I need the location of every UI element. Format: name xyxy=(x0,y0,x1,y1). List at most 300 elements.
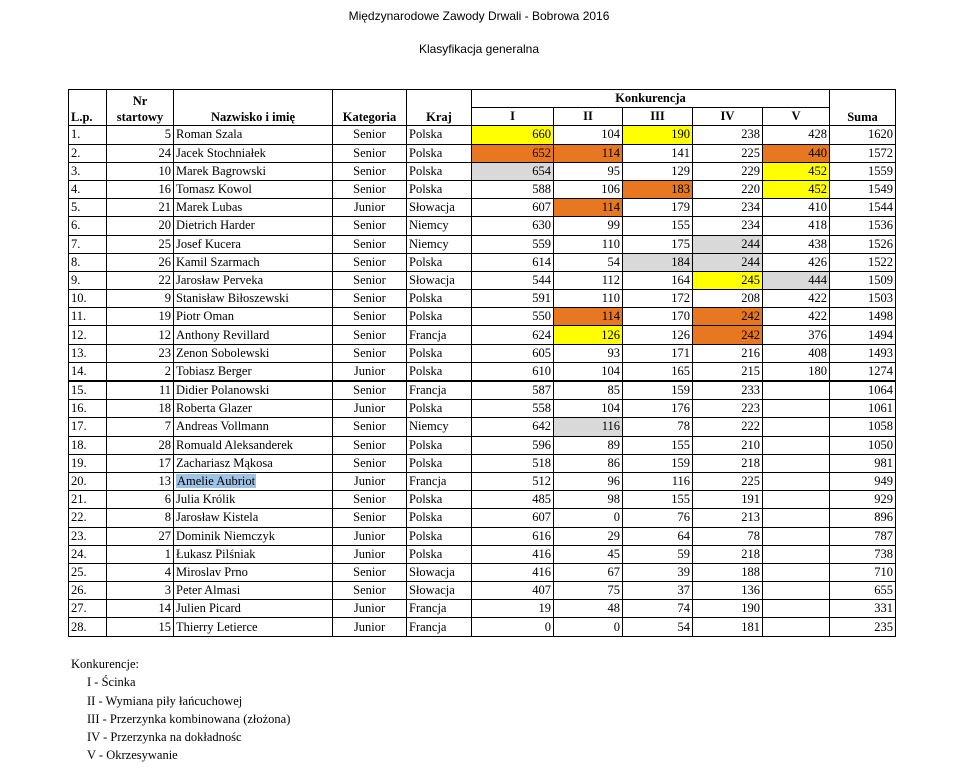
start-number-cell: 23 xyxy=(107,344,174,362)
table-row xyxy=(69,290,896,308)
table-row xyxy=(69,545,896,563)
lp-cell: 26. xyxy=(69,582,107,600)
start-number-cell: 27 xyxy=(107,527,174,545)
sum-cell: 235 xyxy=(830,618,896,636)
category-cell: Junior xyxy=(333,600,407,618)
competition-1-cell: 0 xyxy=(472,618,554,636)
competition-5-cell: 440 xyxy=(763,144,830,162)
competition-2-cell: 126 xyxy=(554,326,623,344)
competition-1-cell: 416 xyxy=(472,545,554,563)
table-row xyxy=(69,563,896,581)
sum-cell: 1526 xyxy=(830,235,896,253)
competition-3-cell: 164 xyxy=(623,271,693,289)
name-cell: Dietrich Harder xyxy=(174,217,333,235)
lp-cell: 21. xyxy=(69,491,107,509)
lp-cell: 17. xyxy=(69,418,107,436)
lp-cell: 25. xyxy=(69,563,107,581)
start-number-cell: 8 xyxy=(107,509,174,527)
competition-3-cell: 129 xyxy=(623,162,693,180)
competition-1-cell: 607 xyxy=(472,509,554,527)
competition-3-cell: 78 xyxy=(623,418,693,436)
start-number-cell: 10 xyxy=(107,162,174,180)
results-body xyxy=(69,126,896,636)
name-cell: Marek Bagrowski xyxy=(174,162,333,180)
country-cell: Polska xyxy=(407,180,472,198)
category-cell: Senior xyxy=(333,217,407,235)
country-cell: Niemcy xyxy=(407,235,472,253)
competition-1-cell: 660 xyxy=(472,126,554,144)
sum-cell: 655 xyxy=(830,582,896,600)
header-name: Nazwisko i imię xyxy=(174,90,333,126)
category-cell: Senior xyxy=(333,509,407,527)
table-row xyxy=(69,253,896,271)
competition-1-cell: 607 xyxy=(472,199,554,217)
table-row xyxy=(69,235,896,253)
competition-2-cell: 29 xyxy=(554,527,623,545)
competition-2-cell: 75 xyxy=(554,582,623,600)
country-cell: Francja xyxy=(407,381,472,400)
legend-title: Konkurencje: xyxy=(71,657,140,671)
name-cell: Didier Polanowski xyxy=(174,381,333,400)
competition-4-cell: 136 xyxy=(693,582,763,600)
table-row xyxy=(69,144,896,162)
start-number-cell: 6 xyxy=(107,491,174,509)
table-row xyxy=(69,436,896,454)
lp-cell: 3. xyxy=(69,162,107,180)
table-row xyxy=(69,472,896,490)
name-cell xyxy=(174,472,333,490)
sum-cell: 1064 xyxy=(830,381,896,400)
category-cell: Senior xyxy=(333,326,407,344)
competition-1-cell: 591 xyxy=(472,290,554,308)
competition-4-cell: 244 xyxy=(693,253,763,271)
competition-2-cell: 93 xyxy=(554,344,623,362)
competition-4-cell: 190 xyxy=(693,600,763,618)
header-category: Kategoria xyxy=(333,90,407,126)
lp-cell: 23. xyxy=(69,527,107,545)
selected-name-text[interactable]: Amelie Aubriot xyxy=(177,474,256,489)
competition-1-cell: 605 xyxy=(472,344,554,362)
competition-2-cell: 48 xyxy=(554,600,623,618)
competition-5-cell xyxy=(763,527,830,545)
competition-4-cell: 218 xyxy=(693,454,763,472)
country-cell: Słowacja xyxy=(407,582,472,600)
competition-1-cell: 642 xyxy=(472,418,554,436)
category-cell: Junior xyxy=(333,545,407,563)
competition-1-cell: 588 xyxy=(472,180,554,198)
category-cell: Senior xyxy=(333,454,407,472)
country-cell: Polska xyxy=(407,162,472,180)
competition-1-cell: 485 xyxy=(472,491,554,509)
start-number-cell: 24 xyxy=(107,144,174,162)
competition-3-cell: 155 xyxy=(623,217,693,235)
competition-3-cell: 155 xyxy=(623,436,693,454)
competition-3-cell: 170 xyxy=(623,308,693,326)
competition-2-cell: 67 xyxy=(554,563,623,581)
competition-4-cell: 244 xyxy=(693,235,763,253)
competition-2-cell: 45 xyxy=(554,545,623,563)
table-row xyxy=(69,418,896,436)
lp-cell: 24. xyxy=(69,545,107,563)
start-number-cell: 22 xyxy=(107,271,174,289)
country-cell: Polska xyxy=(407,144,472,162)
competition-5-cell: 418 xyxy=(763,217,830,235)
competition-5-cell: 444 xyxy=(763,271,830,289)
name-cell: Łukasz Pilśniak xyxy=(174,545,333,563)
sum-cell: 1536 xyxy=(830,217,896,235)
lp-cell: 6. xyxy=(69,217,107,235)
name-cell: Tomasz Kowol xyxy=(174,180,333,198)
start-number-cell: 14 xyxy=(107,600,174,618)
header-competition-3: III xyxy=(623,108,693,126)
sum-cell: 1498 xyxy=(830,308,896,326)
sum-cell: 1522 xyxy=(830,253,896,271)
legend-item: III - Przerzynka kombinowana (złożona) xyxy=(87,711,291,726)
competition-4-cell: 225 xyxy=(693,144,763,162)
sum-cell: 787 xyxy=(830,527,896,545)
country-cell: Polska xyxy=(407,308,472,326)
competition-5-cell: 452 xyxy=(763,180,830,198)
start-number-cell: 17 xyxy=(107,454,174,472)
competition-1-cell: 624 xyxy=(472,326,554,344)
competition-2-cell: 104 xyxy=(554,362,623,381)
start-number-cell: 7 xyxy=(107,418,174,436)
competition-4-cell: 220 xyxy=(693,180,763,198)
competition-5-cell: 410 xyxy=(763,199,830,217)
document-title: Międzynarodowe Zawody Drwali - Bobrowa 2016 xyxy=(348,9,610,23)
sum-cell: 331 xyxy=(830,600,896,618)
sum-cell: 1620 xyxy=(830,126,896,144)
competition-4-cell: 242 xyxy=(693,326,763,344)
table-row xyxy=(69,509,896,527)
competition-3-cell: 176 xyxy=(623,400,693,418)
competition-1-cell: 407 xyxy=(472,582,554,600)
competition-2-cell: 0 xyxy=(554,618,623,636)
table-row xyxy=(69,344,896,362)
competition-3-cell: 175 xyxy=(623,235,693,253)
start-number-cell: 26 xyxy=(107,253,174,271)
lp-cell: 11. xyxy=(69,308,107,326)
start-number-cell: 4 xyxy=(107,563,174,581)
start-number-cell: 2 xyxy=(107,362,174,381)
competition-5-cell: 376 xyxy=(763,326,830,344)
sum-cell: 1559 xyxy=(830,162,896,180)
sum-cell: 1549 xyxy=(830,180,896,198)
legend-item: I - Ścinka xyxy=(87,675,136,690)
competition-2-cell: 110 xyxy=(554,290,623,308)
start-number-cell: 9 xyxy=(107,290,174,308)
country-cell: Słowacja xyxy=(407,271,472,289)
competition-4-cell: 213 xyxy=(693,509,763,527)
competition-3-cell: 39 xyxy=(623,563,693,581)
name-cell: Romuald Aleksanderek xyxy=(174,436,333,454)
competition-3-cell: 59 xyxy=(623,545,693,563)
name-cell: Jacek Stochniałek xyxy=(174,144,333,162)
lp-cell: 16. xyxy=(69,400,107,418)
sum-cell: 710 xyxy=(830,563,896,581)
start-number-cell: 1 xyxy=(107,545,174,563)
competition-5-cell: 438 xyxy=(763,235,830,253)
competition-5-cell: 422 xyxy=(763,308,830,326)
category-cell: Senior xyxy=(333,344,407,362)
competition-4-cell: 215 xyxy=(693,362,763,381)
name-cell: Julien Picard xyxy=(174,600,333,618)
legend-item: V - Okrzesywanie xyxy=(87,748,178,763)
sum-cell: 1572 xyxy=(830,144,896,162)
competition-2-cell: 114 xyxy=(554,308,623,326)
competition-2-cell: 114 xyxy=(554,144,623,162)
country-cell: Polska xyxy=(407,126,472,144)
sum-cell: 1274 xyxy=(830,362,896,381)
category-cell: Junior xyxy=(333,618,407,636)
name-cell: Tobiasz Berger xyxy=(174,362,333,381)
start-number-cell: 16 xyxy=(107,180,174,198)
competition-4-cell: 216 xyxy=(693,344,763,362)
category-cell: Senior xyxy=(333,290,407,308)
start-number-cell: 5 xyxy=(107,126,174,144)
competition-1-cell: 596 xyxy=(472,436,554,454)
table-row xyxy=(69,271,896,289)
competition-4-cell: 234 xyxy=(693,199,763,217)
competition-5-cell xyxy=(763,381,830,400)
lp-cell: 14. xyxy=(69,362,107,381)
category-cell: Senior xyxy=(333,436,407,454)
competition-1-cell: 416 xyxy=(472,563,554,581)
competition-1-cell: 610 xyxy=(472,362,554,381)
name-cell: Julia Królik xyxy=(174,491,333,509)
competition-3-cell: 116 xyxy=(623,472,693,490)
competition-3-cell: 179 xyxy=(623,199,693,217)
table-row xyxy=(69,400,896,418)
competition-3-cell: 54 xyxy=(623,618,693,636)
table-row xyxy=(69,527,896,545)
name-cell: Roberta Glazer xyxy=(174,400,333,418)
name-cell: Zachariasz Mąkosa xyxy=(174,454,333,472)
table-row xyxy=(69,491,896,509)
competition-2-cell: 110 xyxy=(554,235,623,253)
results-table xyxy=(68,89,896,637)
competition-3-cell: 183 xyxy=(623,180,693,198)
name-cell: Anthony Revillard xyxy=(174,326,333,344)
table-row xyxy=(69,199,896,217)
sum-cell: 1503 xyxy=(830,290,896,308)
table-row xyxy=(69,180,896,198)
competition-4-cell: 245 xyxy=(693,271,763,289)
competition-3-cell: 141 xyxy=(623,144,693,162)
competition-1-cell: 616 xyxy=(472,527,554,545)
competition-1-cell: 587 xyxy=(472,381,554,400)
category-cell: Senior xyxy=(333,418,407,436)
competition-1-cell: 652 xyxy=(472,144,554,162)
competition-2-cell: 96 xyxy=(554,472,623,490)
table-row xyxy=(69,362,896,381)
sum-cell: 981 xyxy=(830,454,896,472)
competition-5-cell xyxy=(763,454,830,472)
country-cell: Polska xyxy=(407,344,472,362)
sum-cell: 1494 xyxy=(830,326,896,344)
competition-5-cell xyxy=(763,509,830,527)
name-cell: Jarosław Kistela xyxy=(174,509,333,527)
competition-5-cell: 180 xyxy=(763,362,830,381)
competition-4-cell: 208 xyxy=(693,290,763,308)
category-cell: Junior xyxy=(333,199,407,217)
competition-2-cell: 89 xyxy=(554,436,623,454)
competition-3-cell: 171 xyxy=(623,344,693,362)
competition-4-cell: 191 xyxy=(693,491,763,509)
country-cell: Niemcy xyxy=(407,418,472,436)
name-cell: Jarosław Perveka xyxy=(174,271,333,289)
category-cell: Senior xyxy=(333,491,407,509)
category-cell: Senior xyxy=(333,235,407,253)
competition-2-cell: 104 xyxy=(554,126,623,144)
sum-cell: 1509 xyxy=(830,271,896,289)
country-cell: Francja xyxy=(407,618,472,636)
country-cell: Francja xyxy=(407,472,472,490)
competition-3-cell: 165 xyxy=(623,362,693,381)
country-cell: Słowacja xyxy=(407,563,472,581)
header-sum: Suma xyxy=(830,90,896,126)
start-number-cell: 13 xyxy=(107,472,174,490)
competition-4-cell: 234 xyxy=(693,217,763,235)
country-cell: Polska xyxy=(407,454,472,472)
legend-item: IV - Przerzynka na dokładnośc xyxy=(87,730,242,745)
lp-cell: 27. xyxy=(69,600,107,618)
competition-2-cell: 86 xyxy=(554,454,623,472)
competition-5-cell: 452 xyxy=(763,162,830,180)
competition-1-cell: 19 xyxy=(472,600,554,618)
category-cell: Senior xyxy=(333,144,407,162)
competition-1-cell: 614 xyxy=(472,253,554,271)
competition-5-cell xyxy=(763,563,830,581)
table-row xyxy=(69,162,896,180)
competition-4-cell: 181 xyxy=(693,618,763,636)
lp-cell: 4. xyxy=(69,180,107,198)
competition-2-cell: 0 xyxy=(554,509,623,527)
header-competition-4: IV xyxy=(693,108,763,126)
lp-cell: 7. xyxy=(69,235,107,253)
competition-5-cell xyxy=(763,545,830,563)
competition-2-cell: 54 xyxy=(554,253,623,271)
competition-4-cell: 238 xyxy=(693,126,763,144)
sum-cell: 1493 xyxy=(830,344,896,362)
name-cell: Peter Almasi xyxy=(174,582,333,600)
lp-cell: 28. xyxy=(69,618,107,636)
competition-2-cell: 106 xyxy=(554,180,623,198)
header-competition-1: I xyxy=(472,108,554,126)
competition-4-cell: 218 xyxy=(693,545,763,563)
country-cell: Polska xyxy=(407,253,472,271)
competition-5-cell xyxy=(763,491,830,509)
sum-cell: 896 xyxy=(830,509,896,527)
category-cell: Senior xyxy=(333,271,407,289)
competition-3-cell: 37 xyxy=(623,582,693,600)
competition-1-cell: 550 xyxy=(472,308,554,326)
sum-cell: 1544 xyxy=(830,199,896,217)
lp-cell: 19. xyxy=(69,454,107,472)
competition-1-cell: 544 xyxy=(472,271,554,289)
header-start-number: Nr startowy xyxy=(107,90,174,126)
table-row xyxy=(69,126,896,144)
start-number-cell: 25 xyxy=(107,235,174,253)
competition-2-cell: 85 xyxy=(554,381,623,400)
document-subtitle: Klasyfikacja generalna xyxy=(418,42,540,56)
competition-3-cell: 159 xyxy=(623,381,693,400)
competition-1-cell: 654 xyxy=(472,162,554,180)
table-row xyxy=(69,326,896,344)
name-cell: Miroslav Prno xyxy=(174,563,333,581)
lp-cell: 18. xyxy=(69,436,107,454)
name-cell: Thierry Letierce xyxy=(174,618,333,636)
table-row xyxy=(69,618,896,636)
competition-4-cell: 188 xyxy=(693,563,763,581)
competition-1-cell: 559 xyxy=(472,235,554,253)
competitions-legend xyxy=(71,655,290,765)
header-competition-5: V xyxy=(763,108,830,126)
competition-2-cell: 116 xyxy=(554,418,623,436)
competition-3-cell: 172 xyxy=(623,290,693,308)
competition-4-cell: 233 xyxy=(693,381,763,400)
competition-2-cell: 104 xyxy=(554,400,623,418)
country-cell: Polska xyxy=(407,509,472,527)
lp-cell: 12. xyxy=(69,326,107,344)
competition-1-cell: 512 xyxy=(472,472,554,490)
competition-4-cell: 242 xyxy=(693,308,763,326)
lp-cell: 5. xyxy=(69,199,107,217)
start-number-cell: 3 xyxy=(107,582,174,600)
competition-4-cell: 222 xyxy=(693,418,763,436)
competition-3-cell: 159 xyxy=(623,454,693,472)
country-cell: Polska xyxy=(407,362,472,381)
sum-cell: 1061 xyxy=(830,400,896,418)
competition-3-cell: 76 xyxy=(623,509,693,527)
legend-item: II - Wymiana piły łańcuchowej xyxy=(87,693,243,708)
category-cell: Senior xyxy=(333,180,407,198)
category-cell: Junior xyxy=(333,472,407,490)
header-competitions: Konkurencja xyxy=(472,90,830,108)
competition-5-cell xyxy=(763,618,830,636)
name-cell: Marek Lubas xyxy=(174,199,333,217)
competition-5-cell xyxy=(763,436,830,454)
category-cell: Senior xyxy=(333,381,407,400)
category-cell: Senior xyxy=(333,126,407,144)
lp-cell: 9. xyxy=(69,271,107,289)
category-cell: Senior xyxy=(333,162,407,180)
sum-cell: 949 xyxy=(830,472,896,490)
name-cell: Josef Kucera xyxy=(174,235,333,253)
category-cell: Junior xyxy=(333,527,407,545)
country-cell: Niemcy xyxy=(407,217,472,235)
name-cell: Zenon Sobolewski xyxy=(174,344,333,362)
category-cell: Senior xyxy=(333,308,407,326)
country-cell: Polska xyxy=(407,545,472,563)
competition-1-cell: 518 xyxy=(472,454,554,472)
competition-5-cell xyxy=(763,400,830,418)
competition-5-cell: 426 xyxy=(763,253,830,271)
competition-1-cell: 630 xyxy=(472,217,554,235)
header-lp: L.p. xyxy=(69,90,107,126)
competition-2-cell: 98 xyxy=(554,491,623,509)
name-cell: Andreas Vollmann xyxy=(174,418,333,436)
competition-4-cell: 225 xyxy=(693,472,763,490)
competition-5-cell xyxy=(763,600,830,618)
start-number-cell: 28 xyxy=(107,436,174,454)
name-cell: Stanisław Biłoszewski xyxy=(174,290,333,308)
header-competition-2: II xyxy=(554,108,623,126)
start-number-cell: 19 xyxy=(107,308,174,326)
competition-5-cell xyxy=(763,418,830,436)
lp-cell: 15. xyxy=(69,381,107,400)
competition-3-cell: 126 xyxy=(623,326,693,344)
